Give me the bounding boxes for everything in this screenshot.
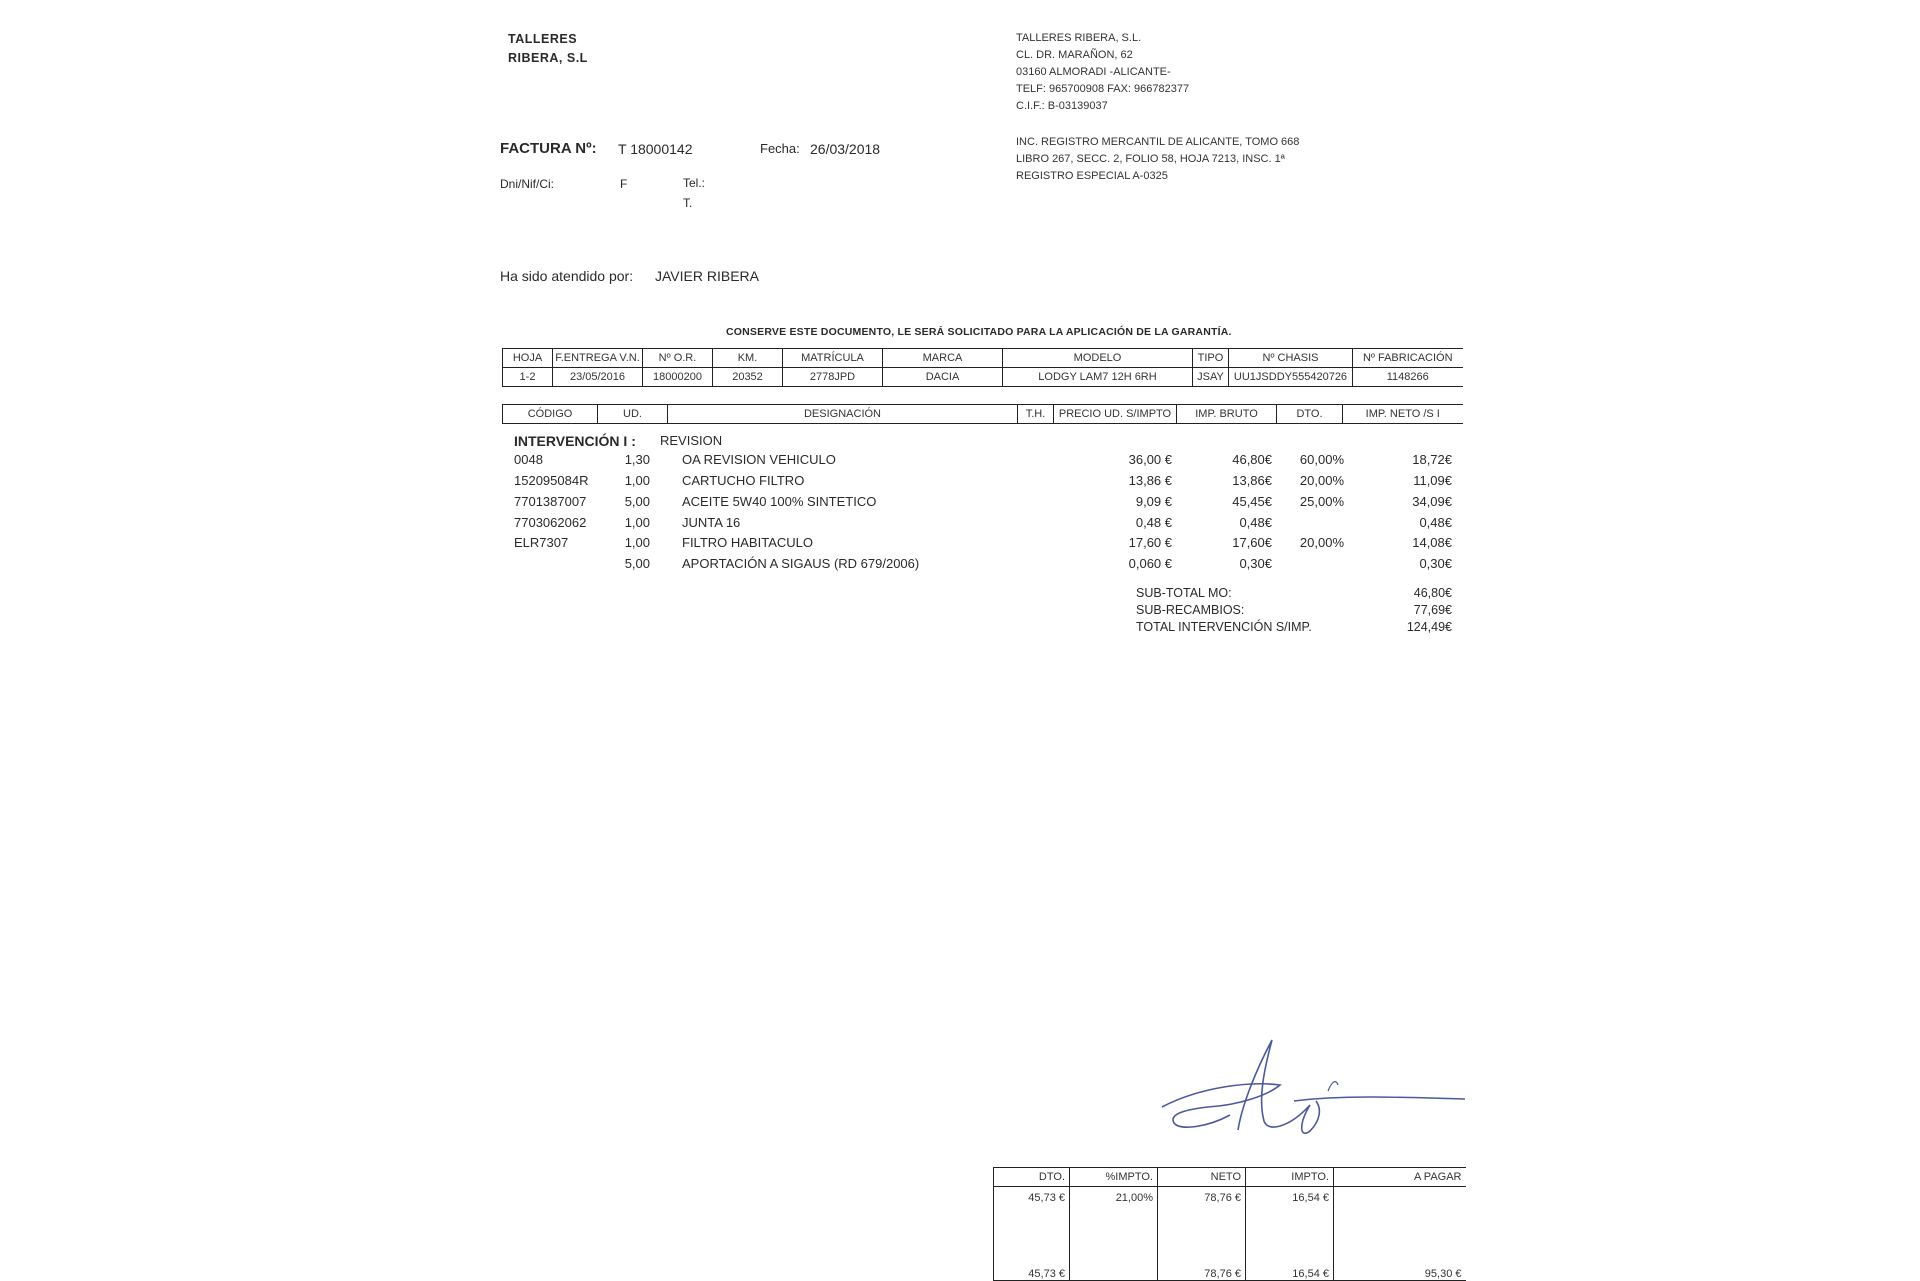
item-units: 1,00 (624, 473, 650, 488)
vehicle-header-cell: TIPO (1193, 349, 1229, 368)
vehicle-value-cell: 1-2 (503, 368, 553, 387)
subtotal-parts-value: 77,69€ (1413, 603, 1452, 617)
vehicle-value-cell: UU1JSDDY555420726 (1229, 368, 1353, 387)
vehicle-header-cell: Nº FABRICACIÓN (1353, 349, 1463, 368)
registry-block: INC. REGISTRO MERCANTIL DE ALICANTE, TOMO 668 LIBRO 267, SECC. 2, FOLIO 58, HOJA 7213, INSC. 1ª REGISTRO ESPECIAL A-0325 (1016, 136, 1300, 182)
item-discount: 25,00% (1299, 494, 1344, 509)
company-cif: C.I.F.: B-03139037 (1016, 100, 1108, 112)
signature-icon (1160, 1035, 1465, 1140)
vehicle-value-cell: 18000200 (643, 368, 713, 387)
intervention-total-label: TOTAL INTERVENCIÓN S/IMP. (1136, 620, 1312, 634)
company-address-block (1016, 30, 1189, 115)
invoice-number-label: FACTURA Nº: (500, 140, 597, 157)
item-net: 18,72€ (1412, 452, 1452, 467)
payment-total-cell: 45,73 € (994, 1250, 1070, 1281)
column-header: IMP. BRUTO (1177, 405, 1277, 424)
item-designation: JUNTA 16 (682, 515, 741, 530)
item-gross: 46,80€ (1232, 452, 1272, 467)
line-item (0, 452, 1920, 472)
vehicle-value-row (503, 368, 1463, 387)
line-item (0, 515, 1920, 535)
invoice-number: T 18000142 (618, 141, 693, 157)
item-gross: 0,48€ (1239, 515, 1272, 530)
payment-cell: 16,54 € (1246, 1187, 1334, 1251)
invoice-date: 26/03/2018 (810, 141, 881, 157)
column-header: DESIGNACIÓN (668, 405, 1018, 424)
vehicle-header-cell: Nº O.R. (643, 349, 713, 368)
item-units: 1,30 (624, 452, 650, 467)
item-price: 36,00 € (1128, 452, 1172, 467)
item-price: 13,86 € (1128, 473, 1172, 488)
item-gross: 17,60€ (1232, 535, 1272, 550)
payment-total-row (994, 1250, 1466, 1281)
payment-header-cell: IMPTO. (1246, 1168, 1334, 1187)
item-units: 5,00 (624, 556, 650, 571)
company-short-name: TALLERES RIBERA, S.L (508, 32, 588, 65)
attended-label: Ha sido atendido por: (500, 268, 634, 284)
subtotal-parts-label: SUB-RECAMBIOS: (1136, 603, 1245, 617)
dni-label: Dni/Nif/Ci: (500, 177, 555, 191)
item-price: 17,60 € (1128, 535, 1172, 550)
item-discount: 60,00% (1299, 452, 1344, 467)
line-item (0, 473, 1920, 493)
item-price: 0,060 € (1128, 556, 1172, 571)
company-address: CL. DR. MARAÑON, 62 (1016, 49, 1133, 61)
company-city: 03160 ALMORADI -ALICANTE- (1016, 66, 1171, 78)
line-item (0, 494, 1920, 514)
vehicle-header-cell: F.ENTREGA V.N. (553, 349, 643, 368)
vehicle-value-cell: 2778JPD (783, 368, 883, 387)
vehicle-table (502, 348, 1463, 387)
tel-label: Tel.: (683, 176, 706, 190)
line-item (0, 556, 1920, 576)
item-net: 0,30€ (1419, 556, 1452, 571)
vehicle-header-cell: KM. (713, 349, 783, 368)
item-price: 0,48 € (1135, 515, 1172, 530)
vehicle-value-cell: 1148266 (1353, 368, 1463, 387)
item-code: 7701387007 (514, 494, 587, 509)
item-discount: 20,00% (1299, 473, 1344, 488)
item-designation: CARTUCHO FILTRO (682, 473, 805, 488)
subtotal-labor-value: 46,80€ (1413, 586, 1452, 600)
vehicle-header-cell: MARCA (883, 349, 1003, 368)
column-header: UD. (598, 405, 668, 424)
item-gross: 0,30€ (1239, 556, 1272, 571)
item-net: 34,09€ (1412, 494, 1452, 509)
vehicle-value-cell: 23/05/2016 (553, 368, 643, 387)
item-designation: ACEITE 5W40 100% SINTETICO (682, 494, 877, 509)
line-items-header (502, 404, 1463, 424)
column-header: PRECIO UD. S/IMPTO (1054, 405, 1177, 424)
intervention-name: REVISION (660, 433, 723, 448)
vehicle-header-cell: MODELO (1003, 349, 1193, 368)
line-item (0, 535, 1920, 555)
payment-cell: 21,00% (1070, 1187, 1158, 1251)
item-price: 9,09 € (1135, 494, 1172, 509)
vehicle-value-cell: LODGY LAM7 12H 6RH (1003, 368, 1193, 387)
payment-header-cell: NETO (1158, 1168, 1246, 1187)
vehicle-header-cell: Nº CHASIS (1229, 349, 1353, 368)
item-units: 5,00 (624, 494, 650, 509)
payment-cell (1334, 1187, 1466, 1251)
column-header: IMP. NETO /S I (1343, 405, 1463, 424)
item-code: 0048 (514, 452, 543, 467)
company-name: TALLERES RIBERA, S.L. (1016, 32, 1142, 44)
attended-name: JAVIER RIBERA (655, 268, 759, 284)
item-units: 1,00 (624, 515, 650, 530)
payment-total-cell: 16,54 € (1246, 1250, 1334, 1281)
payment-cell: 78,76 € (1158, 1187, 1246, 1251)
payment-total-cell: 78,76 € (1158, 1250, 1246, 1281)
item-code: 7703062062 (514, 515, 587, 530)
item-designation: APORTACIÓN A SIGAUS (RD 679/2006) (682, 556, 920, 571)
payment-header-cell: DTO. (994, 1168, 1070, 1187)
item-net: 11,09€ (1413, 473, 1452, 488)
item-net: 0,48€ (1419, 515, 1452, 530)
invoice-date-label: Fecha: (760, 141, 800, 156)
item-designation: FILTRO HABITACULO (682, 535, 813, 550)
item-units: 1,00 (624, 535, 650, 550)
vehicle-header-row (503, 349, 1463, 368)
subtotal-labor-label: SUB-TOTAL MO: (1136, 586, 1232, 600)
column-header: T.H. (1018, 405, 1054, 424)
payment-rate-row (994, 1187, 1466, 1251)
payment-total-cell (1070, 1250, 1158, 1281)
amount-due: 95,30 € (1334, 1250, 1466, 1281)
vehicle-value-cell: 20352 (713, 368, 783, 387)
column-header: DTO. (1277, 405, 1343, 424)
item-code: ELR7307 (514, 535, 569, 550)
payment-header-cell: %IMPTO. (1070, 1168, 1158, 1187)
item-designation: OA REVISION VEHICULO (682, 452, 836, 467)
tel-value: T. (683, 196, 693, 210)
vehicle-value-cell: JSAY (1193, 368, 1229, 387)
payment-summary-table (993, 1167, 1466, 1281)
intervention-total-value: 124,49€ (1406, 620, 1452, 634)
vehicle-value-cell: DACIA (883, 368, 1003, 387)
vehicle-header-cell: MATRÍCULA (783, 349, 883, 368)
item-discount: 20,00% (1299, 535, 1344, 550)
item-gross: 13,86€ (1232, 473, 1272, 488)
payment-cell: 45,73 € (994, 1187, 1070, 1251)
payment-header-row (994, 1168, 1466, 1187)
company-phones: TELF: 965700908 FAX: 966782377 (1016, 83, 1190, 95)
column-header: CÓDIGO (503, 405, 598, 424)
item-net: 14,08€ (1412, 535, 1452, 550)
payment-header-cell: A PAGAR (1334, 1168, 1466, 1187)
item-gross: 45,45€ (1232, 494, 1272, 509)
intervention-title: INTERVENCIÓN I : (514, 433, 636, 449)
dni-value: F (620, 177, 628, 191)
vehicle-header-cell: HOJA (503, 349, 553, 368)
item-code: 152095084R (514, 473, 589, 488)
warranty-notice: CONSERVE ESTE DOCUMENTO, LE SERÁ SOLICITADO PARA LA APLICACIÓN DE LA GARANTÍA. (726, 326, 1232, 338)
